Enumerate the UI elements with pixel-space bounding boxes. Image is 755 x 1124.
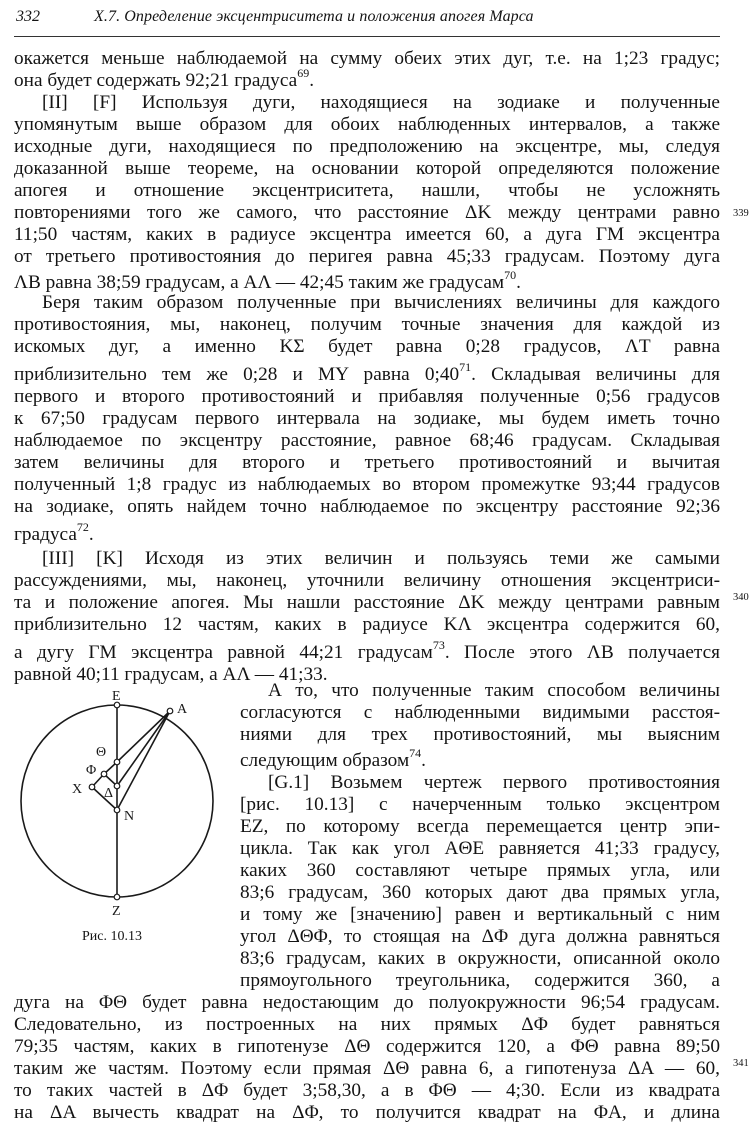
margin-number: 341: [733, 1058, 749, 1069]
point-Z: [114, 894, 120, 900]
text-line: А то, что полученные таким способом величины: [268, 680, 720, 701]
text-line: угол ΔΘΦ, то стоящая на ΔΦ дуга должна равняться: [240, 926, 720, 947]
header-rule: [14, 36, 720, 37]
text-line: первого и второго противостояний и прибавляя полученные 0;56 градусов: [14, 386, 720, 407]
point-N: [114, 807, 120, 813]
text-line: Следовательно, из построенных на них прямых ΔΦ будет равняться: [14, 1014, 720, 1035]
point-Phi: [101, 771, 107, 777]
text-line: то таких частей в ΔΦ будет 3;58,30, а в ΦΘ — 4;30. Если из квадрата: [14, 1080, 720, 1101]
text-line: доказанной выше теореме, на основании которой определяются положение: [14, 158, 720, 179]
paragraph-continuation: [14, 48, 720, 92]
text-line: 11;50 частям, каких в радиусе эксцентра имеется 60, а дуга ΓM эксцентра: [14, 224, 720, 245]
paragraph-II-F: [14, 92, 720, 294]
eccentric-diagram: [14, 683, 229, 933]
footnote-ref[interactable]: 74: [409, 746, 422, 760]
point-X: [89, 784, 95, 790]
text-line: от третьего противостояния до перигея равна 45;33 градусам. Поэтому дуга: [14, 246, 720, 267]
text-line: [240, 746, 720, 772]
text-span: а дугу ΓM эксцентра равной 44;21 градусам: [14, 642, 433, 663]
text-line: [II] [F] Используя дуги, находящиеся на зодиаке и полученные: [42, 92, 720, 113]
text-line: рассуждениями, мы, наконец, уточнили величину отношения эксцентриси-: [14, 570, 720, 591]
page-number: 332: [16, 8, 40, 25]
text-span: ΛB равна 38;59 градусам, а AΛ — 42;45 таким же градусам: [14, 272, 505, 293]
text-span: .: [421, 750, 426, 771]
text-line: [14, 638, 720, 664]
text-line: искомых дуг, а именно KΣ будет равна 0;28 градусов, ΛT равна: [14, 336, 720, 357]
text-span: следующим образом: [240, 750, 410, 771]
label-E: E: [112, 689, 121, 704]
text-line: исходные дуги, находящиеся по предположению на эксцентре, мы, следуя: [14, 136, 720, 157]
text-span: . Складывая величины для: [471, 364, 720, 385]
paragraph-III-K: [14, 548, 720, 686]
text-span: .: [516, 272, 521, 293]
text-line: на зодиаке, опять найдем точно наблюдаемое по эксцентру расстояние 92;36: [14, 496, 720, 517]
text-line: [14, 66, 720, 92]
label-N: N: [124, 809, 135, 824]
text-line: [III] [K] Исходя из этих величин и пользуясь теми же самыми: [42, 548, 720, 569]
paragraph-G1: [240, 772, 720, 992]
text-line: ниями для трех противостояний, мы выясним: [240, 724, 720, 745]
label-Phi: Φ: [86, 763, 97, 778]
margin-number: 340: [733, 592, 749, 603]
text-line: повторениями того же самого, что расстояние ΔK между центрами равно: [14, 202, 720, 223]
page-header: [14, 6, 719, 36]
text-line: апогея и отношение эксцентриситета, нашли, чтобы не усложнять: [14, 180, 720, 201]
label-X: X: [72, 782, 83, 797]
margin-number: 339: [733, 208, 749, 219]
text-line: на ΔA вычесть квадрат на ΔΦ, то получится квадрат на ΦA, и длина: [14, 1102, 720, 1123]
text-line: дуга на ΦΘ будет равна недостающим до полуокружности 96;54 градусам.: [14, 992, 720, 1013]
text-line: 83;6 градусам, каких в окружности, описанной около: [240, 948, 720, 969]
text-line: 83;6 градусам, 360 которых дают два прямых угла,: [240, 882, 720, 903]
text-line: приблизительно 12 частям, каких в радиусе KΛ эксцентра содержится 60,: [14, 614, 720, 635]
paragraph-G1-continued: [14, 992, 720, 1124]
text-line: EZ, по которому всегда перемещается центр эпи-: [240, 816, 720, 837]
text-line: каких 360 составляют четыре прямых угла, или: [240, 860, 720, 881]
text-line: [14, 268, 720, 294]
text-span: .: [309, 70, 315, 91]
text-line: к 67;50 градусам первого интервала на зодиаке, мы будем иметь точно: [14, 408, 720, 429]
point-A: [167, 708, 173, 714]
text-line: затем величины для второго и третьего противостояний и вычитая: [14, 452, 720, 473]
point-Delta: [114, 783, 120, 789]
figure-10-13: [14, 683, 229, 943]
text-line: равной 40;11 градусам, а AΛ — 41;33.: [14, 664, 328, 685]
text-line: [рис. 10.13] с начерченным только эксцентром: [240, 794, 720, 815]
text-line: Беря таким образом полученные при вычислениях величины для каждого: [42, 292, 720, 313]
text-span: она будет содержать 92;21 градуса: [14, 70, 298, 91]
text-line: и тому же [значению] равен и вертикальный с ним: [240, 904, 720, 925]
paragraph-results: [14, 292, 720, 546]
text-line: цикла. Так как угол AΘE равняется 41;33 градусу,: [240, 838, 720, 859]
text-line: прямоугольного треугольника, содержится 360, а: [240, 970, 720, 991]
line-A-Delta: [117, 711, 170, 786]
label-Z: Z: [112, 904, 121, 919]
footnote-ref[interactable]: 72: [76, 520, 89, 534]
text-span: градуса: [14, 524, 77, 545]
footnote-ref[interactable]: 70: [504, 268, 517, 282]
text-line: та и положение апогея. Мы нашли расстояние ΔK между центрами равным: [14, 592, 720, 613]
label-A: A: [177, 702, 188, 717]
text-line: 79;35 частям, каких в гипотенузе ΔΘ содержится 120, а ΦΘ равна 89;50: [14, 1036, 720, 1057]
text-line: упомянутым выше образом для обоих наблюденных интервалов, а также: [14, 114, 720, 135]
text-line: [14, 520, 720, 546]
text-span: приблизительно тем же 0;28 и MY равна 0;40: [14, 364, 460, 385]
label-Delta: Δ: [104, 786, 114, 801]
footnote-ref[interactable]: 73: [432, 638, 445, 652]
text-span: . После этого ΛB получается: [444, 642, 720, 663]
text-line: [14, 360, 720, 386]
text-line: окажется меньше наблюдаемой на сумму обеих этих дуг, т.е. на 1;23 градус;: [14, 48, 720, 69]
point-Theta: [114, 759, 120, 765]
text-line: полученный 1;8 градус из наблюдаемых во втором промежутке 93;44 градусов: [14, 474, 720, 495]
line-A-Theta: [117, 711, 170, 762]
label-Theta: Θ: [96, 745, 107, 760]
footnote-ref[interactable]: 69: [297, 66, 310, 80]
text-line: [G.1] Возьмем чертеж первого противостояния: [268, 772, 720, 793]
running-title: X.7. Определение эксцентриситета и положения апогея Марса: [94, 8, 534, 25]
line-A-N: [117, 711, 170, 810]
text-line: согласуются с наблюденными видимыми расстоя-: [240, 702, 720, 723]
paragraph-verification: [240, 680, 720, 772]
text-line: противостояния, мы, наконец, получим точные значения для каждой из: [14, 314, 720, 335]
footnote-ref[interactable]: 71: [459, 360, 472, 374]
figure-caption: Рис. 10.13: [82, 929, 142, 944]
text-line: таким же частям. Поэтому если прямая ΔΘ равна 6, а гипотенуза ΔA — 60,: [14, 1058, 720, 1079]
text-span: .: [88, 524, 94, 545]
text-line: наблюдаемое по эксцентру расстояние, равное 68;46 градусам. Складывая: [14, 430, 720, 451]
